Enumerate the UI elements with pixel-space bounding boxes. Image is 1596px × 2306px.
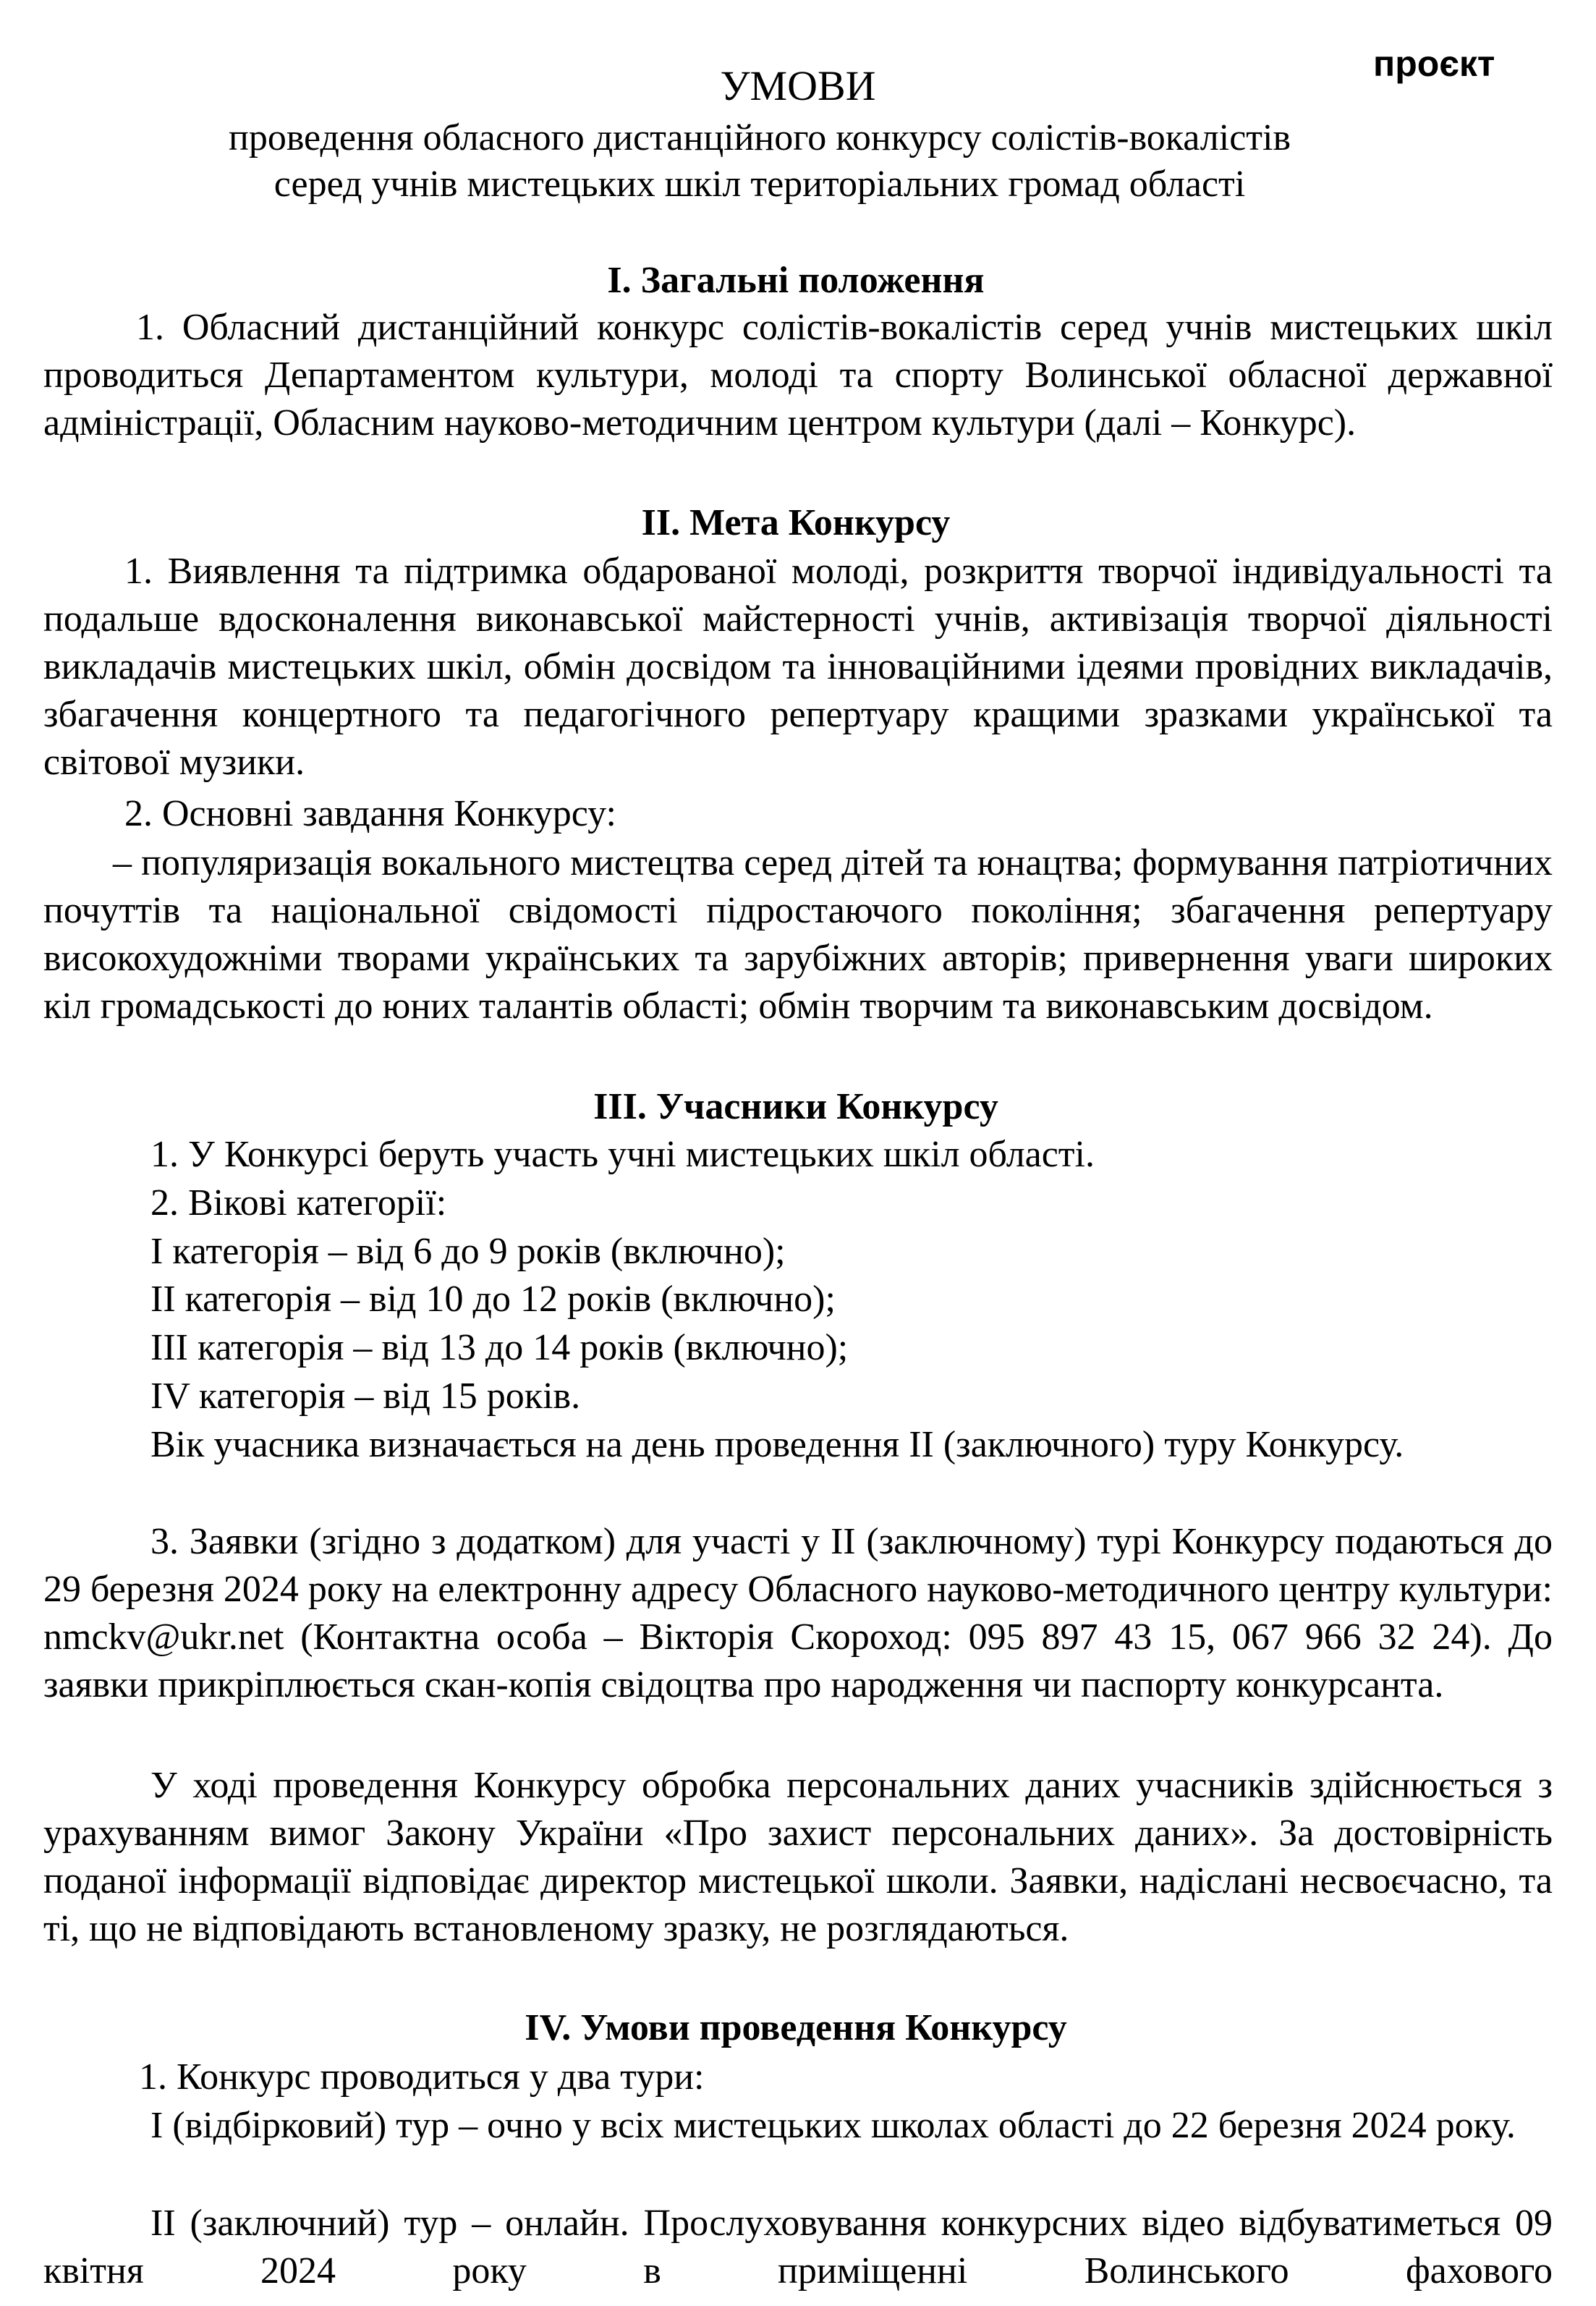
section-3-paragraph-2: 2. Вікові категорії: (150, 1182, 447, 1224)
document-subtitle-line-1: проведення обласного дистанційного конкурсу солістів-вокалістів (228, 117, 1291, 158)
section-4-paragraph-2: І (відбірковий) тур – очно у всіх мистецьких школах області до 22 березня 2024 року. (150, 2105, 1516, 2146)
document-subtitle-line-2: серед учнів мистецьких шкіл територіальних громад області (273, 164, 1246, 205)
section-3-paragraph-1: 1. У Конкурсі беруть участь учні мистецьких шкіл області. (150, 1134, 1095, 1175)
section-1-paragraph-1: 1. Обласний дистанційний конкурс солістів-вокалістів серед учнів мистецьких шкіл проводиться Департаментом культури, молоді та спорту Волинської обласної державної адміністрації, Обласним науково-методичним центром культури (далі – Конкурс). (43, 307, 1553, 444)
age-category-1: І категорія – від 6 до 9 років (включно); (150, 1231, 786, 1272)
section-2-paragraph-2: 2. Основні завдання Конкурсу: (124, 793, 616, 834)
section-2-paragraph-3: – популяризація вокального мистецтва серед дітей та юнацтва; формування патріотичних почуттів та національної свідомості підростаючого покоління; збагачення репертуару високохудожніми творами українських та зарубіжних авторів; привернення уваги широких кіл громадськості до юних талантів області; обмін творчим та виконавським досвідом. (43, 842, 1553, 1027)
section-4-paragraph-1: 1. Конкурс проводиться у два тури: (139, 2056, 705, 2098)
section-2-heading: ІІ. Мета Конкурсу (641, 502, 951, 543)
age-category-2: ІІ категорія – від 10 до 12 років (включно); (150, 1279, 836, 1320)
section-1-heading: І. Загальні положення (607, 260, 985, 301)
section-4-heading: IV. Умови проведення Конкурсу (525, 2007, 1067, 2048)
section-4-paragraph-3: ІІ (заключний) тур – онлайн. Прослуховування конкурсних відео відбуватиметься 09 квітня 2024 року в приміщенні Волинського фахового (43, 2203, 1553, 2292)
section-3-paragraph-3: 3. Заявки (згідно з додатком) для участі у ІІ (заключному) турі Конкурсу подаються до 29 березня 2024 року на електронну адресу Обласного науково-методичного центру культури: nmckv@ukr.net (Контактна особа – Вікторія Скороход: 095 897 43 15, 067 966 32 24). До заявки прикріплюється скан-копія свідоцтва про народження чи паспорту конкурсанта. (43, 1521, 1553, 1705)
age-category-4: IV категорія – від 15 років. (150, 1375, 581, 1417)
section-3-heading: ІІІ. Учасники Конкурсу (593, 1086, 998, 1127)
section-3-paragraph-4: У ході проведення Конкурсу обробка персональних даних учасників здійснюється з урахуванням вимог Закону України «Про захист персональних даних». За достовірність поданої інформації відповідає директор мистецької школи. Заявки, надіслані несвоєчасно, та ті, що не відповідають встановленому зразку, не розглядаються. (43, 1765, 1553, 1949)
document-title: УМОВИ (720, 62, 876, 109)
section-2-paragraph-1: 1. Виявлення та підтримка обдарованої молоді, розкриття творчої індивідуальності та подальше вдосконалення виконавської майстерності учнів, активізація творчої діяльності викладачів мистецьких шкіл, обмін досвідом та інноваційними ідеями провідних викладачів, збагачення концертного та педагогічного репертуару кращими зразками української та світової музики. (43, 551, 1553, 783)
draft-stamp: проєкт (1373, 43, 1495, 84)
age-category-3: ІІІ категорія – від 13 до 14 років (включно); (150, 1327, 849, 1368)
age-determination-note: Вік учасника визначається на день проведення ІІ (заключного) туру Конкурсу. (150, 1424, 1404, 1465)
